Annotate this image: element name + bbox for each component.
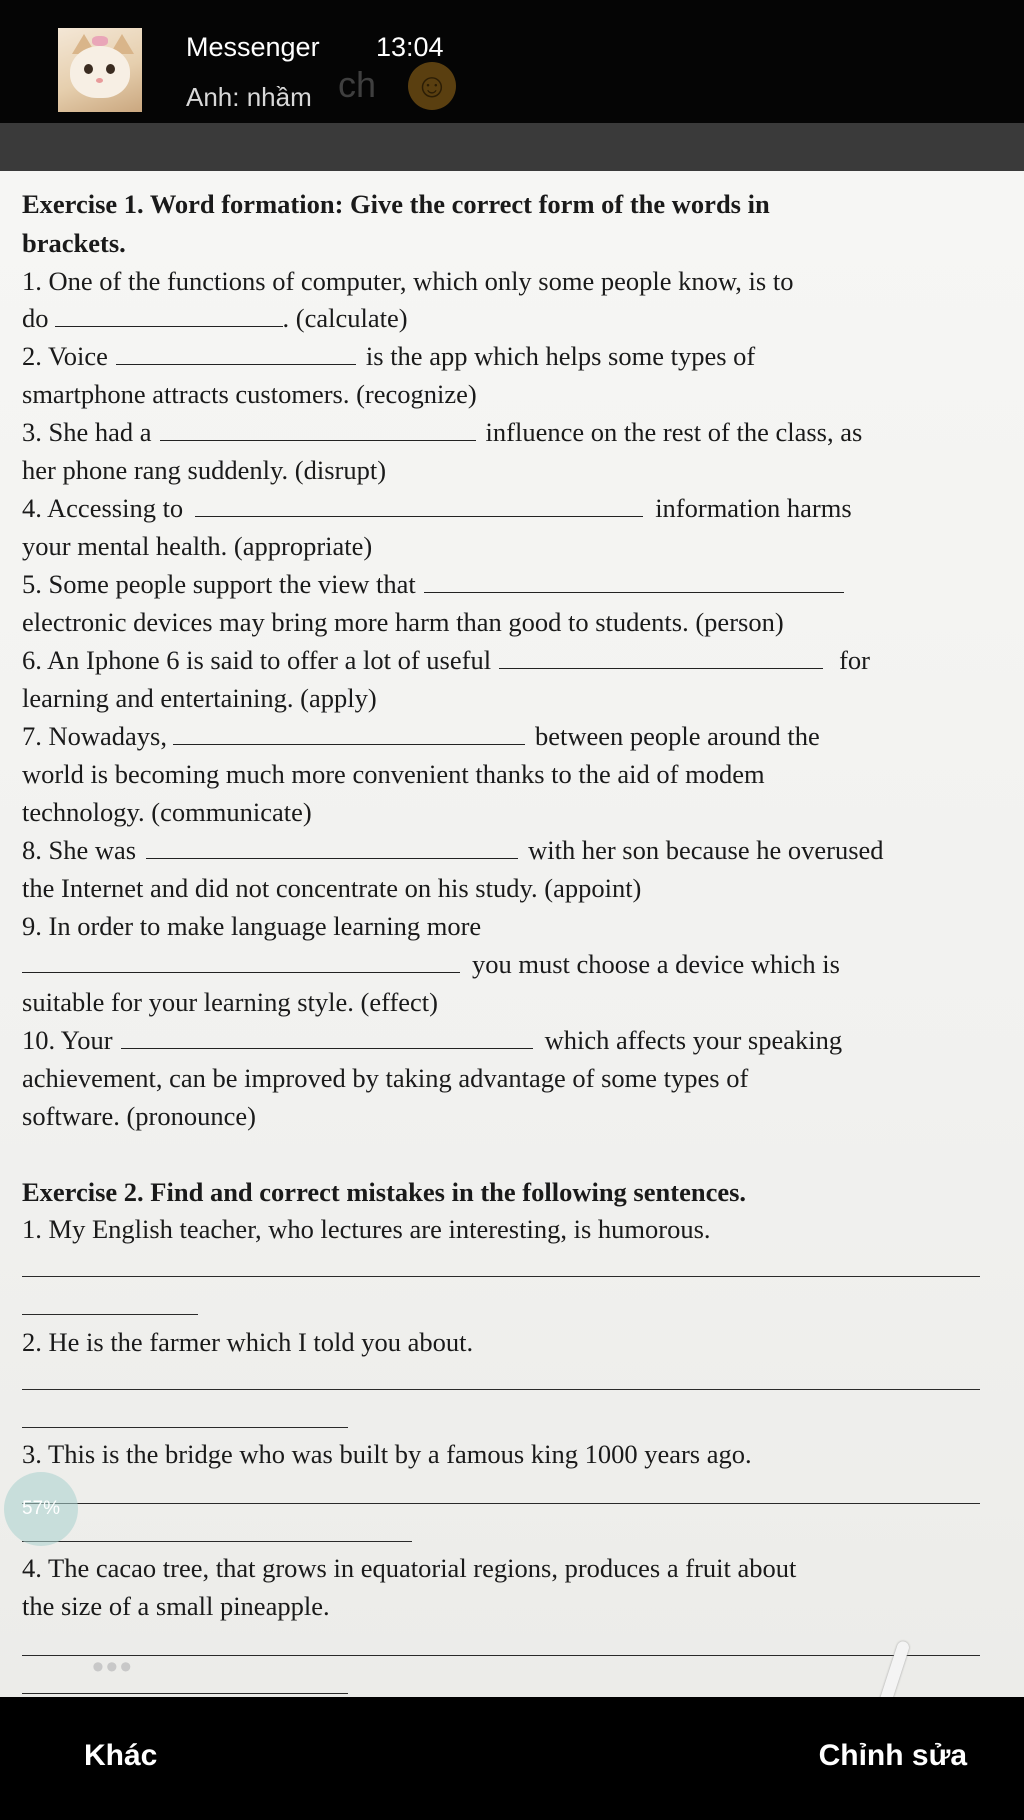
exercise-1-title-cont: brackets.	[22, 228, 126, 258]
cat-avatar-icon	[58, 28, 142, 112]
answer-blank	[195, 514, 643, 517]
answer-line	[22, 1655, 980, 1656]
answer-blank	[499, 666, 823, 669]
question-8-cont: the Internet and did not concentrate on his study. (appoint)	[22, 873, 642, 903]
answer-blank	[22, 970, 460, 973]
question-1-cont	[22, 305, 408, 332]
question-5	[22, 571, 844, 598]
messenger-notification[interactable]	[0, 0, 1024, 123]
question-10	[22, 1027, 842, 1054]
question-2	[22, 343, 755, 370]
edit-button[interactable]: Chỉnh sửa	[818, 1739, 967, 1772]
avatar-bow	[92, 36, 108, 46]
divider-strip	[0, 123, 1024, 171]
q3-suffix: influence on the rest of the class, as	[485, 417, 863, 447]
answer-blank	[146, 856, 518, 859]
notification-message-preview: Anh: nhầm	[186, 82, 312, 112]
answer-line	[22, 1541, 412, 1542]
answer-line	[22, 1503, 980, 1504]
notification-ghost-text: ch	[338, 64, 377, 105]
exercise-2-title: Exercise 2. Find and correct mistakes in the following sentences.	[22, 1177, 747, 1207]
answer-line	[22, 1276, 980, 1277]
answer-blank	[116, 362, 356, 365]
q5-prefix: 5. Some people support the view that	[22, 569, 416, 599]
answer-line	[22, 1314, 198, 1315]
answer-line	[22, 1693, 348, 1694]
q1-hint: . (calculate)	[282, 303, 408, 333]
question-10-cont-2: software. (pronounce)	[22, 1101, 256, 1131]
bottom-action-bar	[0, 1697, 1024, 1820]
q9-suffix: you must choose a device which is	[472, 949, 840, 979]
q1-prefix: do	[22, 303, 49, 333]
more-dots-icon[interactable]: •••	[92, 1648, 134, 1686]
question-10-cont: achievement, can be improved by taking advantage of some types of	[22, 1063, 749, 1093]
progress-badge[interactable]: 57%	[4, 1472, 78, 1546]
question-9: 9. In order to make language learning more	[22, 911, 482, 941]
sentence-4-cont: the size of a small pineapple.	[22, 1591, 330, 1621]
question-5-cont: electronic devices may bring more harm than good to students. (person)	[22, 607, 784, 637]
answer-blank	[55, 324, 283, 327]
answer-line	[22, 1427, 348, 1428]
q2-suffix: is the app which helps some types of	[365, 341, 756, 371]
sentence-4: 4. The cacao tree, that grows in equatorial regions, produces a fruit about	[22, 1553, 797, 1583]
question-9-cont-2: suitable for your learning style. (effect)	[22, 987, 438, 1017]
q2-prefix: 2. Voice	[22, 341, 108, 371]
q4-prefix: 4. Accessing to	[22, 493, 184, 523]
q7-prefix: 7. Nowadays,	[22, 721, 167, 751]
avatar-face	[70, 46, 130, 98]
avatar-nose	[96, 78, 103, 83]
question-3	[22, 419, 862, 446]
smile-emoji-icon: ☺	[408, 62, 456, 110]
question-7-cont: world is becoming much more convenient thanks to the aid of modem	[22, 759, 765, 789]
sentence-3: 3. This is the bridge who was built by a famous king 1000 years ago.	[22, 1439, 752, 1469]
q8-suffix: with her son because he overused	[528, 835, 884, 865]
q4-suffix: information harms	[655, 493, 852, 523]
question-8	[22, 837, 884, 864]
answer-blank	[160, 438, 476, 441]
question-4-cont: your mental health. (appropriate)	[22, 531, 373, 561]
answer-blank	[121, 1046, 533, 1049]
answer-line	[22, 1389, 980, 1390]
q7-suffix: between people around the	[535, 721, 820, 751]
question-2-cont: smartphone attracts customers. (recognize)	[22, 379, 477, 409]
notification-time: 13:04	[376, 32, 444, 62]
exercise-1-title: Exercise 1. Word formation: Give the correct form of the words in	[22, 189, 770, 219]
question-4	[22, 495, 852, 522]
question-7	[22, 723, 820, 750]
question-9-cont	[22, 951, 840, 978]
other-button[interactable]: Khác	[84, 1739, 158, 1772]
q3-prefix: 3. She had a	[22, 417, 152, 447]
sentence-1: 1. My English teacher, who lectures are interesting, is humorous.	[22, 1214, 711, 1244]
answer-blank	[424, 590, 844, 593]
question-1: 1. One of the functions of computer, which only some people know, is to	[22, 266, 794, 296]
q10-suffix: which affects your speaking	[544, 1025, 843, 1055]
question-7-cont-2: technology. (communicate)	[22, 797, 312, 827]
worksheet-image	[0, 171, 1024, 1697]
q10-prefix: 10. Your	[22, 1025, 113, 1055]
q8-prefix: 8. She was	[22, 835, 137, 865]
question-6	[22, 647, 870, 674]
avatar-eye-left	[84, 64, 93, 74]
q6-suffix: for	[839, 645, 870, 675]
avatar-eye-right	[106, 64, 115, 74]
answer-blank	[173, 742, 525, 745]
question-6-cont: learning and entertaining. (apply)	[22, 683, 377, 713]
notification-app-name: Messenger	[186, 32, 320, 62]
q6-prefix: 6. An Iphone 6 is said to offer a lot of useful	[22, 645, 492, 675]
question-3-cont: her phone rang suddenly. (disrupt)	[22, 455, 387, 485]
sentence-2: 2. He is the farmer which I told you about.	[22, 1327, 474, 1357]
